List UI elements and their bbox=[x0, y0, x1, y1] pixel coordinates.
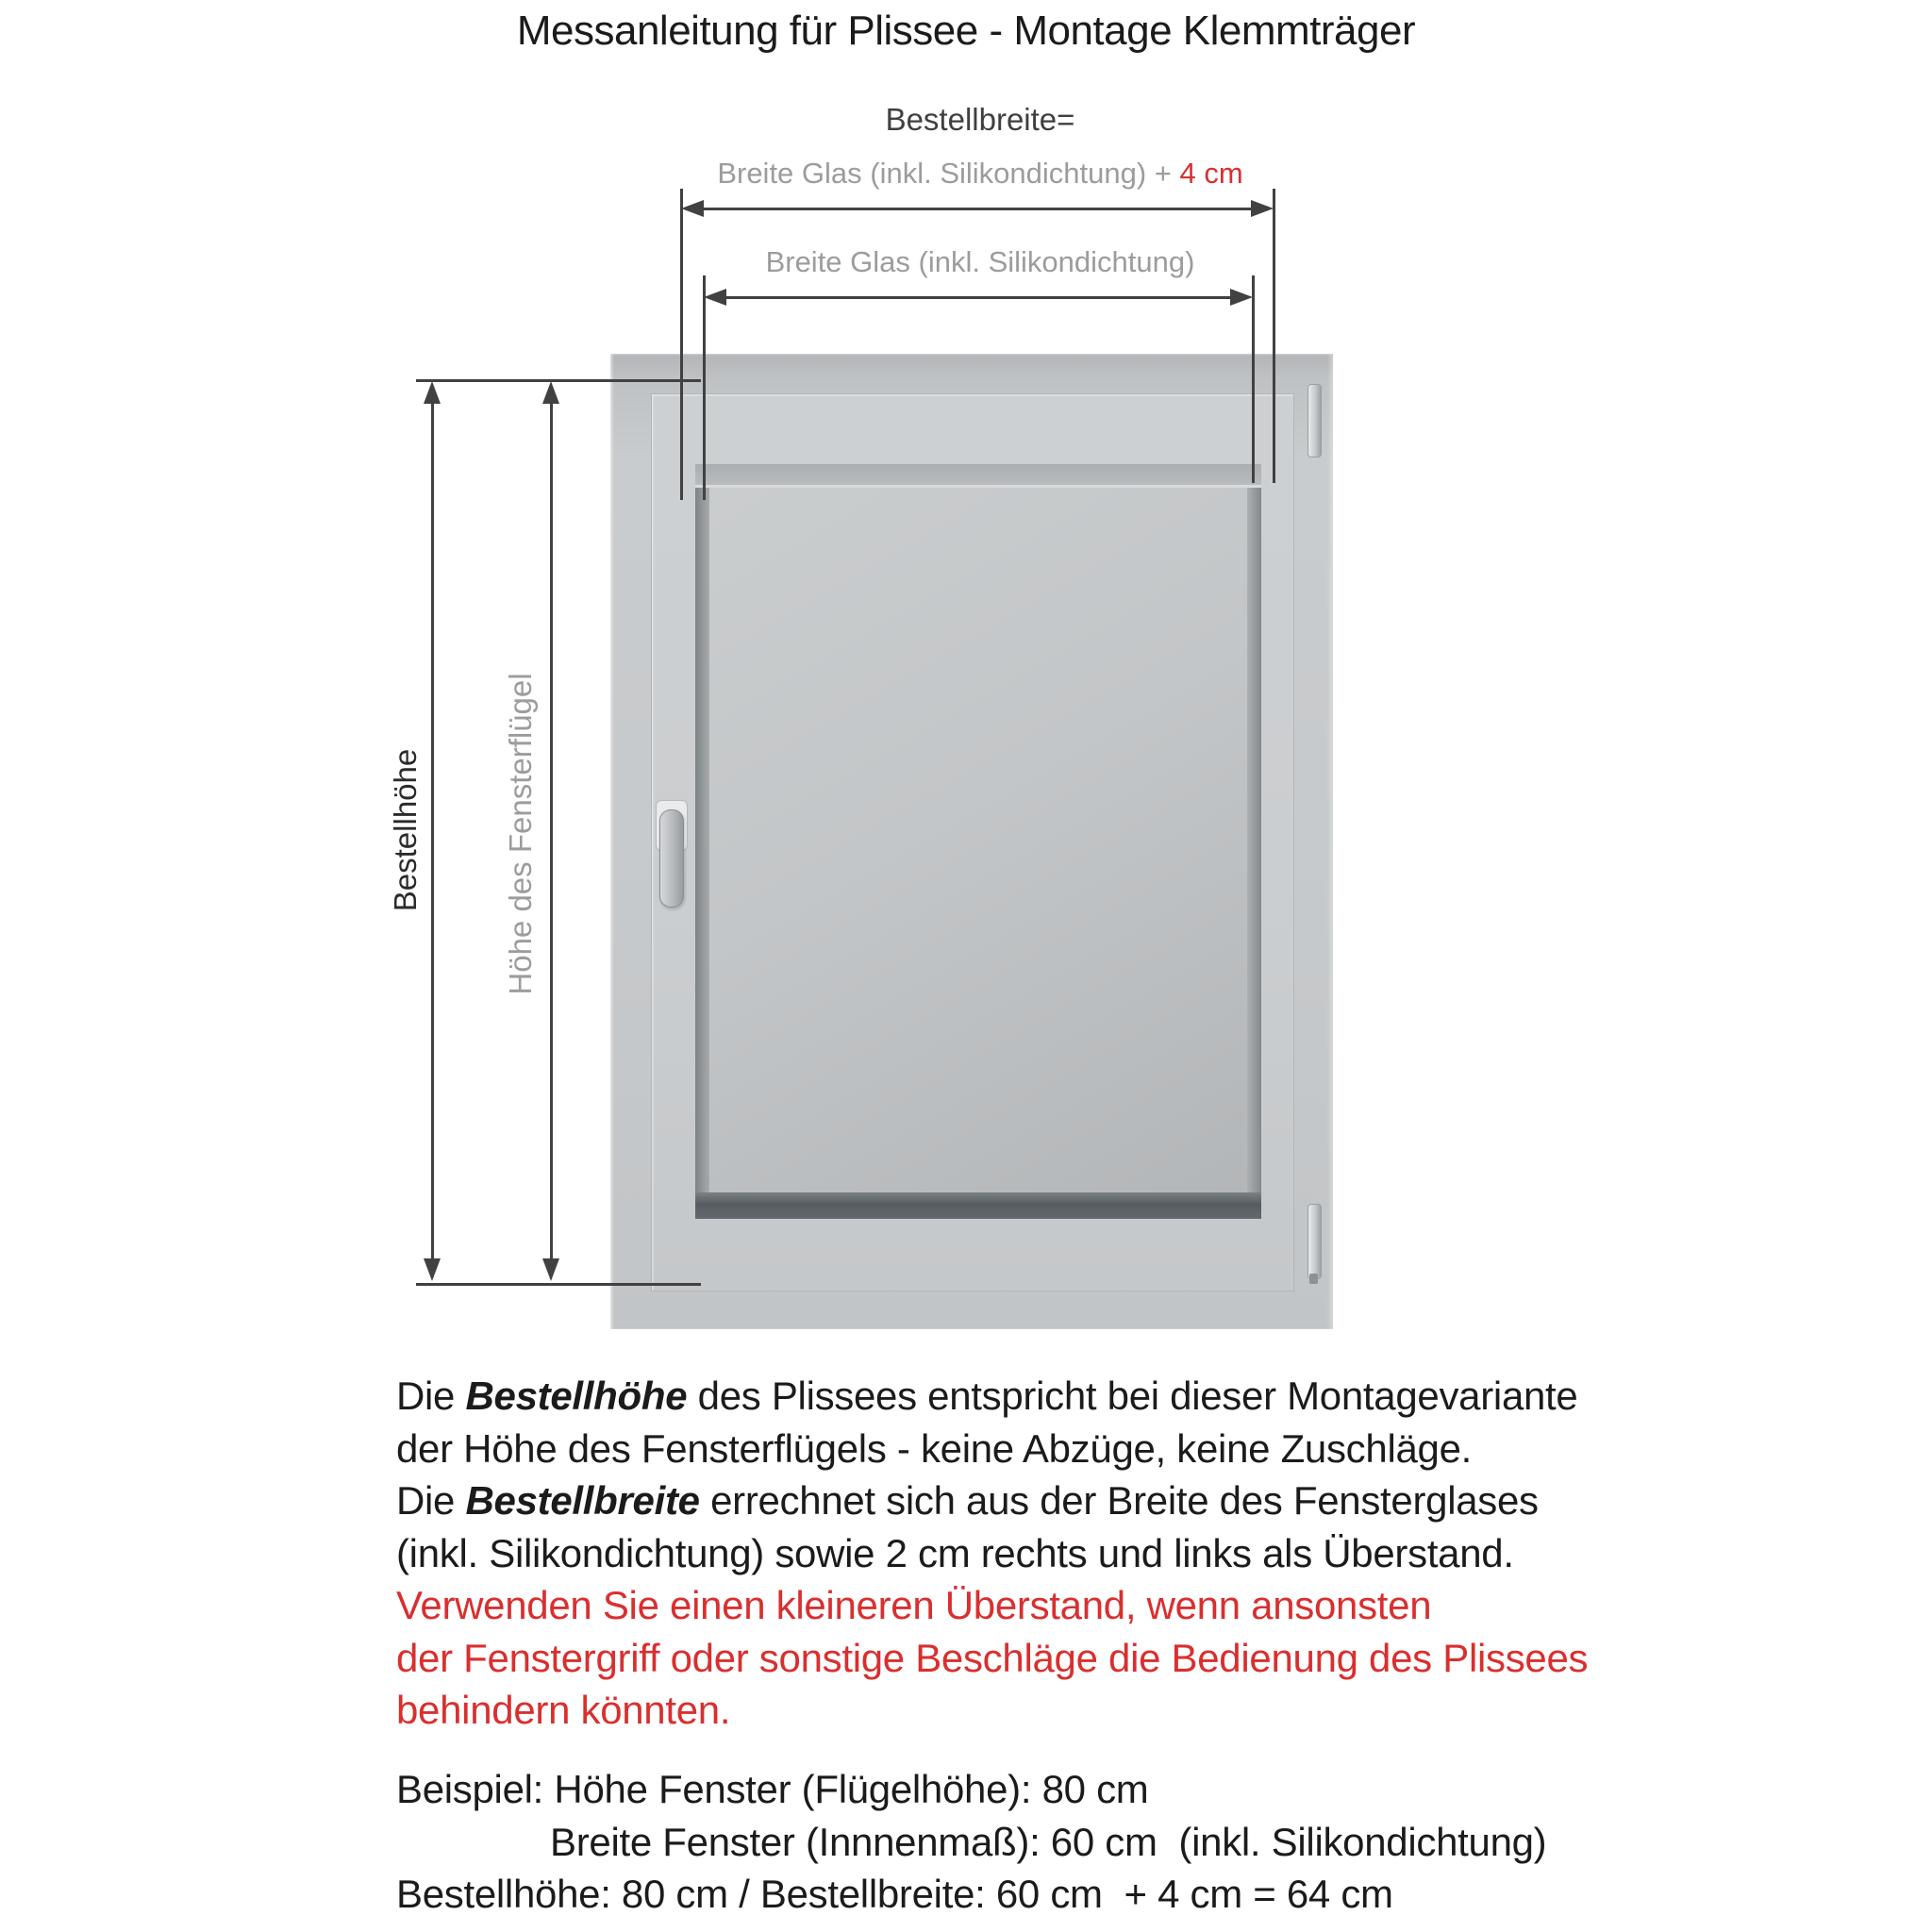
sash-height-arrowhead-top bbox=[542, 381, 559, 404]
hinge-bottom-icon bbox=[1307, 1204, 1322, 1279]
inner-width-label: Breite Glas (inkl. Silikondichtung) bbox=[765, 245, 1195, 278]
glazing-top-rail bbox=[695, 464, 1261, 488]
outer-width-label-red: 4 cm bbox=[1179, 157, 1243, 190]
sash-height-label: Höhe des Fensterflügel bbox=[503, 673, 538, 995]
example-text bbox=[396, 1763, 1868, 1921]
order-width-label: Bestellbreite= bbox=[885, 102, 1075, 137]
glass-pane bbox=[709, 488, 1247, 1192]
inner-width-arrowhead-right bbox=[1230, 289, 1253, 306]
outer-width-arrow-line bbox=[689, 208, 1268, 210]
sash-height-arrow-line bbox=[550, 396, 553, 1264]
description-line: Die Bestellbreite errechnet sich aus der Breite des Fensterglases bbox=[396, 1478, 1539, 1523]
hinge-top-icon bbox=[1307, 384, 1322, 458]
example-line: Beispiel: Höhe Fenster (Flügelhöhe): 80 cm bbox=[396, 1767, 1149, 1811]
example-line: Bestellhöhe: 80 cm / Bestellbreite: 60 cm + 4 cm = 64 cm bbox=[396, 1872, 1393, 1916]
window-handle bbox=[659, 809, 684, 908]
outer-width-label bbox=[552, 157, 1408, 191]
emphasis-bestellbreite: Bestellbreite bbox=[465, 1478, 700, 1523]
outer-width-arrowhead-left bbox=[681, 200, 704, 217]
order-height-arrowhead-bottom bbox=[424, 1258, 441, 1281]
order-height-arrow-line bbox=[431, 396, 434, 1264]
glass-bottom-edge bbox=[695, 1192, 1261, 1219]
height-tick-bottom bbox=[416, 1283, 701, 1286]
description-line: Die Bestellhöhe des Plissees entspricht bei dieser Montagevariante bbox=[396, 1374, 1578, 1418]
warning-line: der Fenstergriff oder sonstige Beschläge die Bedienung des Plissees bbox=[396, 1635, 1589, 1680]
glass-bevel-left bbox=[695, 488, 709, 1192]
warning-line: behindern könnten. bbox=[396, 1688, 731, 1732]
outer-width-label-gray: Breite Glas (inkl. Silikondichtung) + bbox=[717, 157, 1180, 190]
outer-width-tick-left bbox=[680, 189, 683, 500]
warning-line: Verwenden Sie einen kleineren Überstand, wenn ansonsten bbox=[396, 1583, 1432, 1627]
window-glass-unit bbox=[695, 464, 1261, 1219]
inner-width-tick-left bbox=[703, 275, 706, 500]
sash-height-arrowhead-bottom bbox=[542, 1258, 559, 1281]
hinge-foot bbox=[1309, 1274, 1318, 1284]
page-title: Messanleitung für Plissee - Montage Klemmträger bbox=[516, 8, 1416, 54]
glass-bevel-right bbox=[1247, 488, 1261, 1192]
inner-width-arrowhead-left bbox=[704, 289, 726, 306]
description-line: der Höhe des Fensterflügels - keine Abzüge, keine Zuschläge. bbox=[396, 1425, 1473, 1471]
description-text bbox=[396, 1370, 1868, 1737]
emphasis-bestellhoehe: Bestellhöhe bbox=[465, 1374, 688, 1418]
example-line: Breite Fenster (Innnenmaß): 60 cm (inkl. Silikondichtung) bbox=[550, 1819, 1547, 1864]
inner-width-tick-right bbox=[1252, 275, 1255, 483]
inner-width-arrow-line bbox=[711, 296, 1247, 299]
outer-width-tick-right bbox=[1273, 189, 1275, 483]
outer-width-arrowhead-right bbox=[1251, 200, 1274, 217]
order-height-label: Bestellhöhe bbox=[388, 748, 423, 912]
description-line: (inkl. Silikondichtung) sowie 2 cm rechts und links als Überstand. bbox=[396, 1530, 1514, 1575]
order-height-arrowhead-top bbox=[424, 381, 441, 404]
